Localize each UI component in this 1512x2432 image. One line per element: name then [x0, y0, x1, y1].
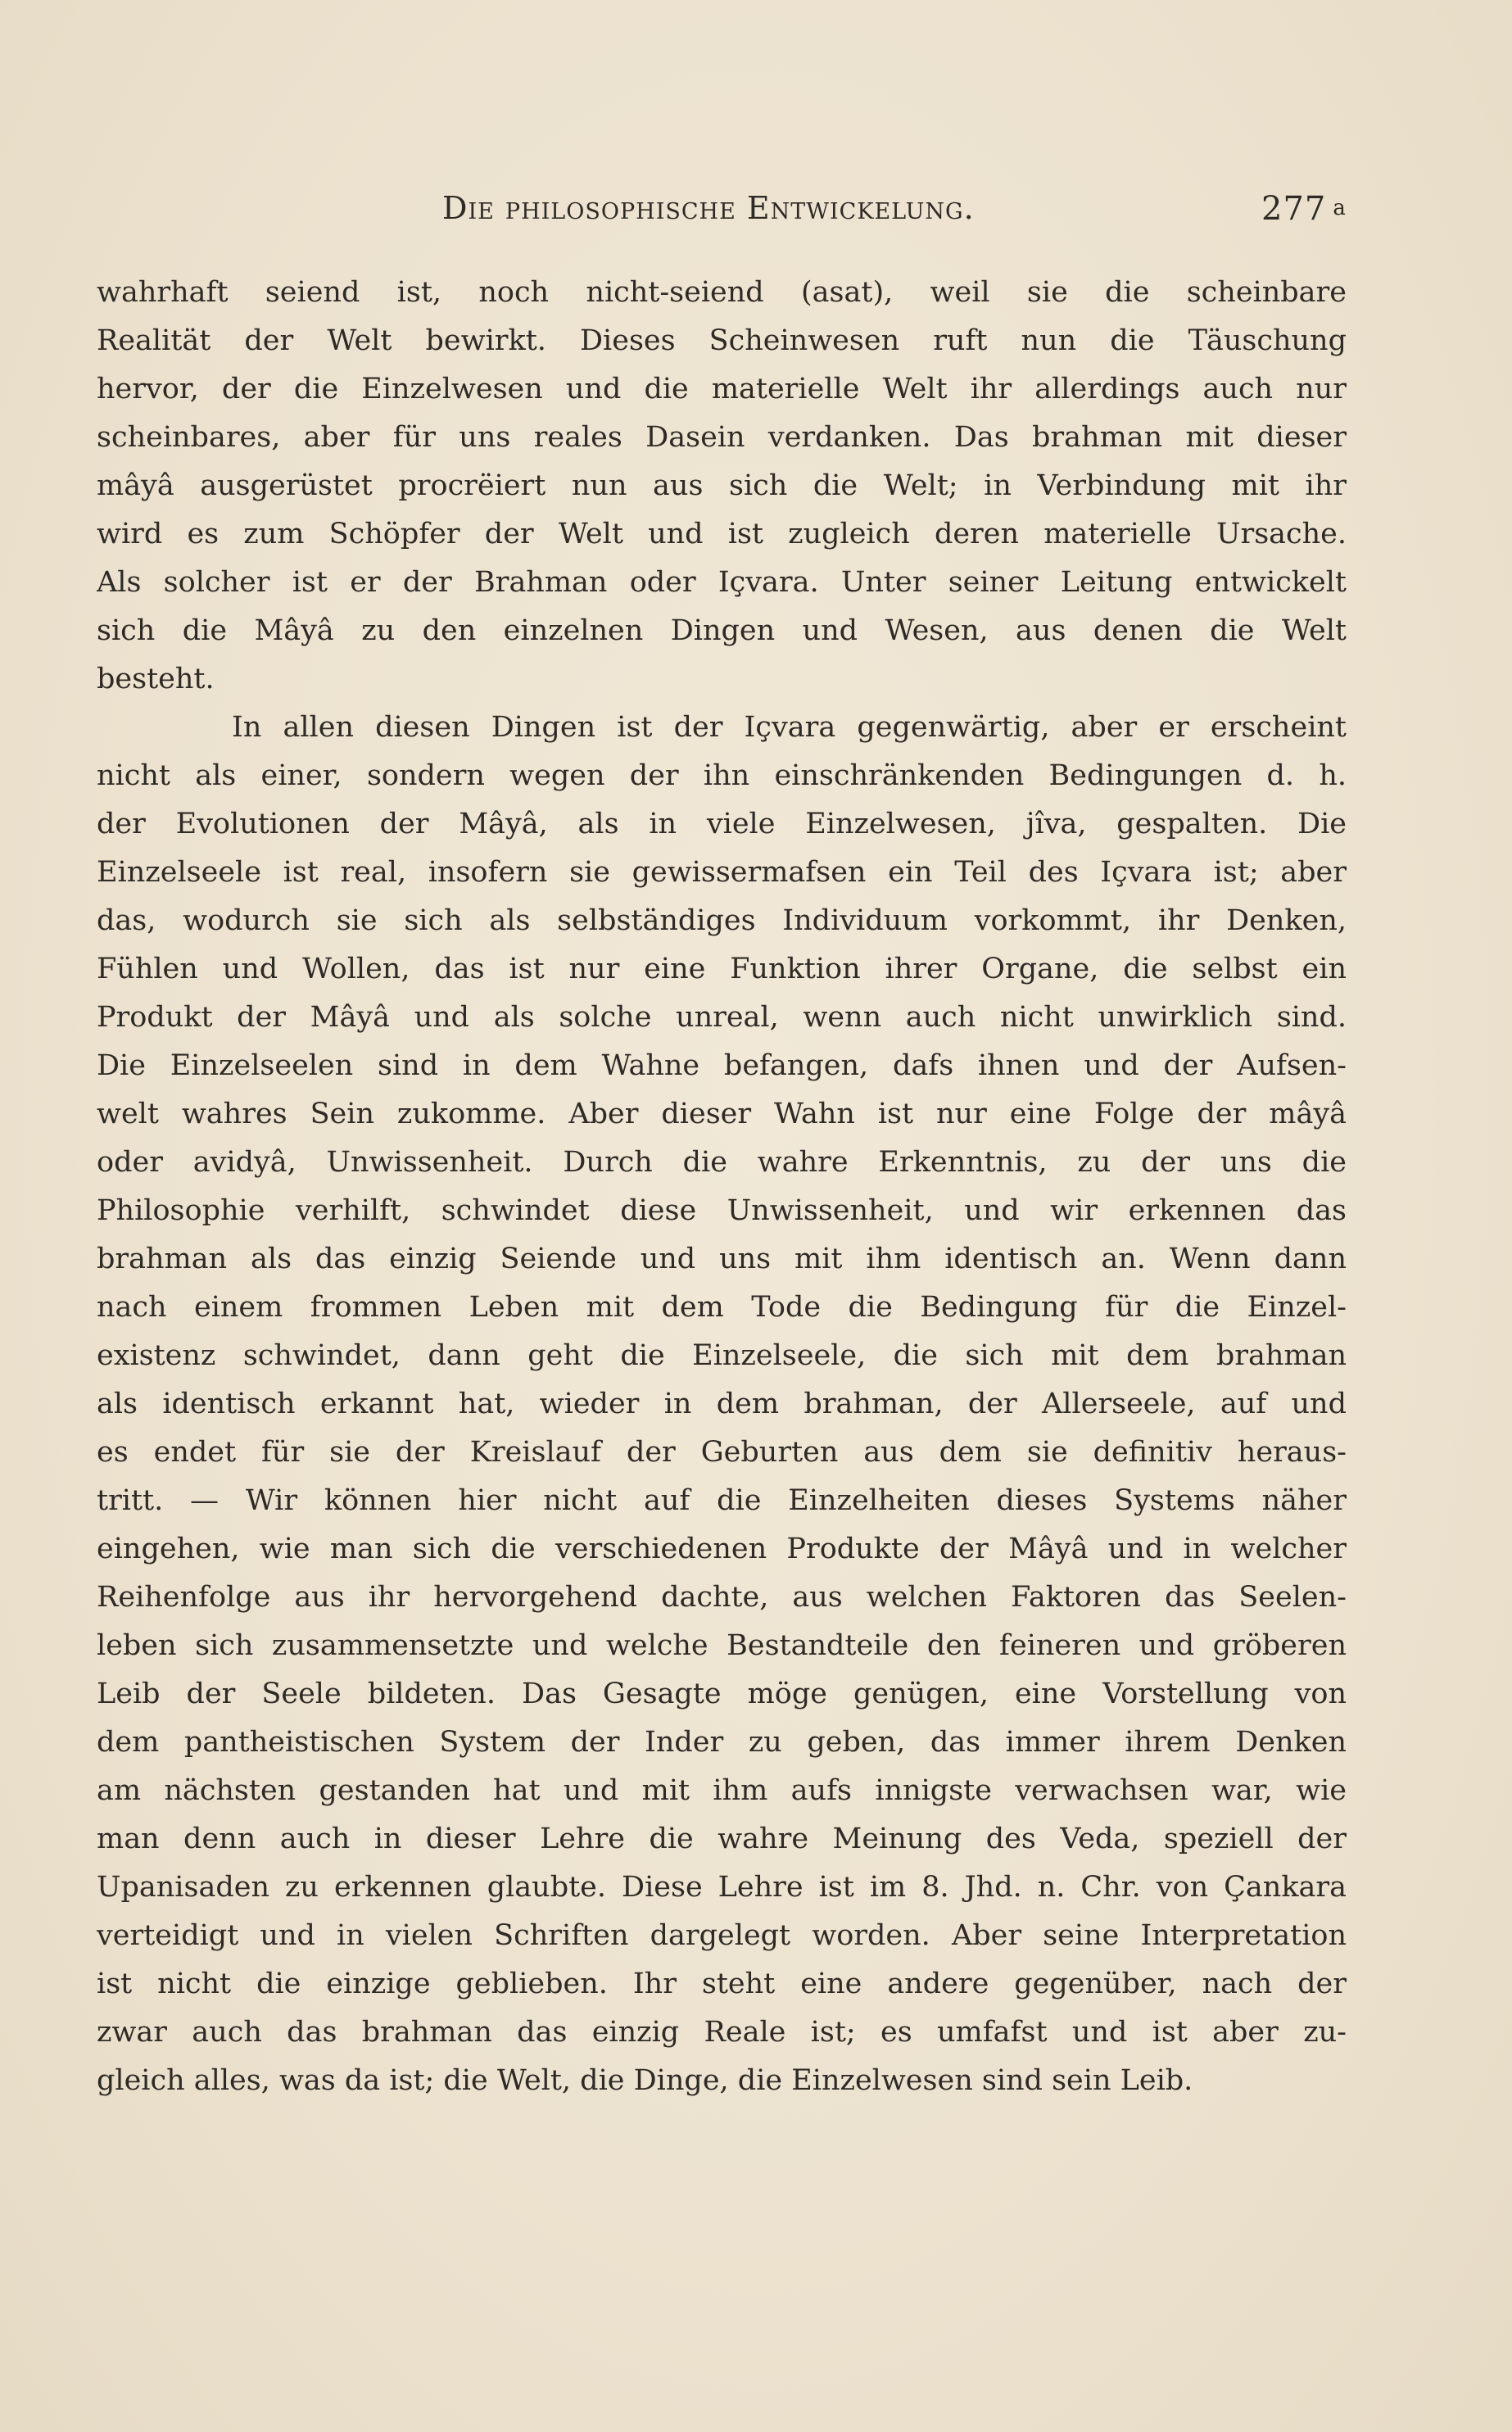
text-line: Realität der Welt bewirkt. Dieses Scheinwesen ruft nun die Täuschung [97, 324, 1347, 357]
text-line: man denn auch in dieser Lehre die wahre Meinung des Veda, speziell der [97, 1823, 1347, 1855]
text-line: Fühlen und Wollen, das ist nur eine Funktion ihrer Organe, die selbst ein [97, 953, 1347, 985]
text-line: gleich alles, was da ist; die Welt, die Dinge, die Einzelwesen sind sein Leib. [97, 2064, 1193, 2097]
body-text [97, 269, 1347, 2105]
page-number [1261, 190, 1347, 228]
text-line: mâyâ ausgerüstet procrëiert nun aus sich die Welt; in Verbindung mit ihr [97, 469, 1347, 502]
text-line: oder avidyâ, Unwissenheit. Durch die wahre Erkenntnis, zu der uns die [97, 1146, 1347, 1179]
text-line: brahman als das einzig Seiende und uns mit ihm identisch an. Wenn dann [97, 1243, 1347, 1275]
text-line: als identisch erkannt hat, wieder in dem brahman, der Allerseele, auf und [97, 1388, 1347, 1420]
text-line: scheinbares, aber für uns reales Dasein verdanken. Das brahman mit dieser [97, 421, 1347, 454]
text-line: das, wodurch sie sich als selbständiges Individuum vorkommt, ihr Denken, [97, 904, 1347, 937]
text-line: am nächsten gestanden hat und mit ihm aufs innigste verwachsen war, wie [97, 1774, 1347, 1807]
text-line: Reihenfolge aus ihr hervorgehend dachte, aus welchen Faktoren das Seelen- [97, 1581, 1347, 1614]
text-line: besteht. [97, 663, 215, 695]
text-line: wird es zum Schöpfer der Welt und ist zugleich deren materielle Ursache. [97, 518, 1347, 550]
text-line: existenz schwindet, dann geht die Einzelseele, die sich mit dem brahman [97, 1339, 1347, 1372]
text-line: hervor, der die Einzelwesen und die materielle Welt ihr allerdings auch nur [97, 373, 1347, 405]
text-line: ist nicht die einzige geblieben. Ihr steht eine andere gegenüber, nach der [97, 1968, 1347, 2000]
text-line: dem pantheistischen System der Inder zu geben, das immer ihrem Denken [97, 1726, 1347, 1759]
text-line: Upanisaden zu erkennen glaubte. Diese Lehre ist im 8. Jhd. n. Chr. von Çankara [97, 1871, 1347, 1904]
running-head [442, 190, 1347, 239]
text-line: der Evolutionen der Mâyâ, als in viele Einzelwesen, jîva, gespalten. Die [97, 808, 1347, 840]
text-line: Leib der Seele bildeten. Das Gesagte möge genügen, eine Vorstellung von [97, 1678, 1347, 1710]
text-line: Die Einzelseelen sind in dem Wahne befangen, dafs ihnen und der Aufsen- [97, 1049, 1347, 1082]
text-line: nicht als einer, sondern wegen der ihn einschränkenden Bedingungen d. h. [97, 759, 1347, 792]
text-line: verteidigt und in vielen Schriften dargelegt worden. Aber seine Interpretation [97, 1919, 1347, 1952]
text-line: welt wahres Sein zukomme. Aber dieser Wahn ist nur eine Folge der mâyâ [97, 1098, 1347, 1130]
text-line: Produkt der Mâyâ und als solche unreal, wenn auch nicht unwirklich sind. [97, 1001, 1347, 1034]
page-number-value: 277 [1261, 190, 1327, 228]
text-line: es endet für sie der Kreislauf der Geburten aus dem sie definitiv heraus- [97, 1436, 1347, 1469]
running-head-title: Die philosophische Entwickelung. [442, 190, 975, 226]
text-line: tritt. — Wir können hier nicht auf die Einzelheiten dieses Systems näher [97, 1484, 1347, 1517]
text-line: nach einem frommen Leben mit dem Tode die Bedingung für die Einzel- [97, 1291, 1347, 1324]
text-line: Philosophie verhilft, schwindet diese Unwissenheit, und wir erkennen das [97, 1194, 1347, 1227]
text-line: sich die Mâyâ zu den einzelnen Dingen und Wesen, aus denen die Welt [97, 614, 1347, 647]
page-number-suffix: a [1333, 196, 1347, 220]
text-line: leben sich zusammensetzte und welche Bestandteile den feineren und gröberen [97, 1629, 1347, 1662]
text-line: Als solcher ist er der Brahman oder Içvara. Unter seiner Leitung entwickelt [97, 566, 1347, 599]
text-line: zwar auch das brahman das einzig Reale ist; es umfafst und ist aber zu- [97, 2016, 1347, 2049]
paragraph-start-line: In allen diesen Dingen ist der Içvara gegenwärtig, aber er erscheint [232, 711, 1347, 744]
text-line: eingehen, wie man sich die verschiedenen Produkte der Mâyâ und in welcher [97, 1533, 1347, 1565]
text-line: wahrhaft seiend ist, noch nicht-seiend (asat), weil sie die scheinbare [97, 276, 1347, 309]
text-line: Einzelseele ist real, insofern sie gewissermafsen ein Teil des Içvara ist; aber [97, 856, 1347, 889]
